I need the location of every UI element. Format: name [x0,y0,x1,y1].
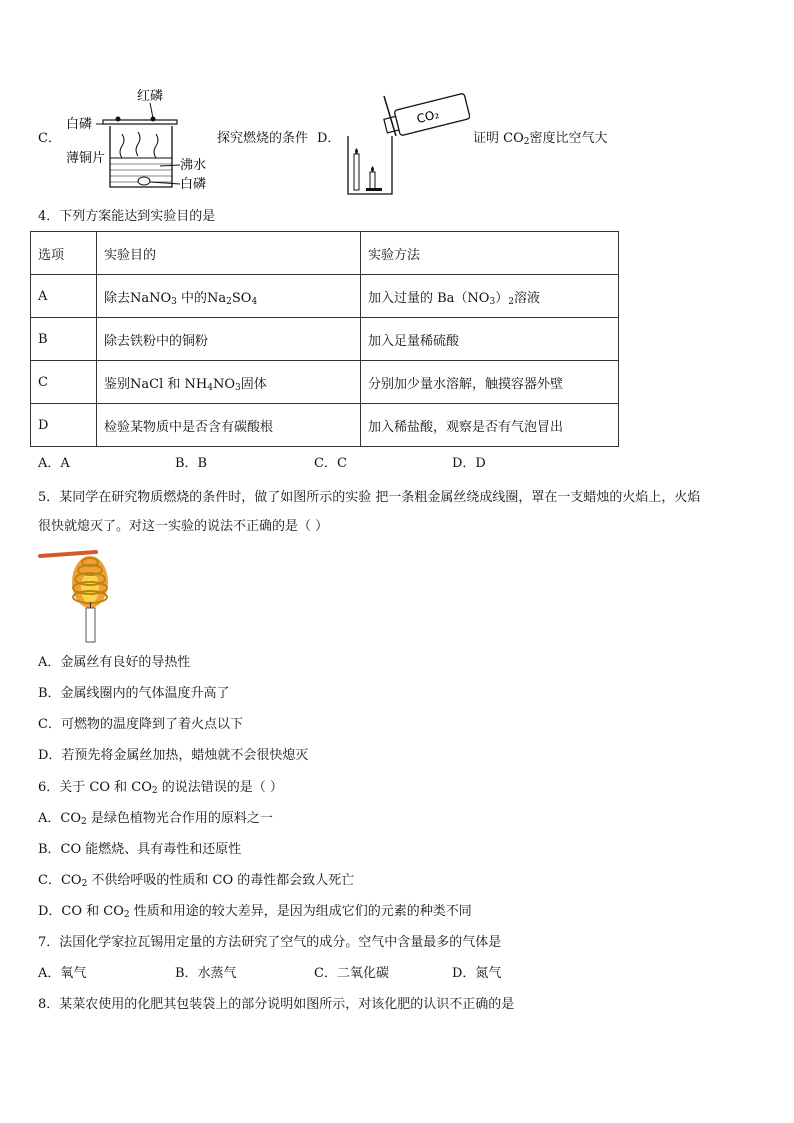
header-option: 选项 [31,232,97,275]
burning-conditions-apparatus [60,86,220,194]
q6-stem: 6．关于 CO 和 $CO_2$ 的说法错误的是（ ） [38,780,283,796]
q7-choice-b[interactable]: B．水蒸气 [175,966,237,981]
q5-option-a[interactable]: A．金属丝有良好的导热性 [38,655,191,670]
coiled-wire-candle-figure [38,546,128,646]
q4-experiment-table [30,231,619,447]
row-goal: 除去铁粉中的铜粉 [97,318,361,361]
q7-choice-d[interactable]: D．氮气 [452,966,502,981]
row-method: 加入稀盐酸，观察是否有气泡冒出 [361,404,619,447]
label-white-phosphorus-bottom: 白磷 [180,177,207,192]
q3-option-d-letter: D． [317,131,341,146]
co2-pouring-apparatus [340,88,470,196]
table-row [31,318,619,361]
table-row [31,361,619,404]
table-row [31,275,619,318]
row-method: 加入过量的 $Ba(NO_3)_2$溶液 [361,275,619,318]
table-header-row [31,232,619,275]
q5-option-c[interactable]: C．可燃物的温度降到了着火点以下 [38,717,243,732]
q4-choices [0,456,794,472]
q3-option-d-caption: 证明 $CO_2$密度比空气大 [473,131,608,147]
q8-stem: 8．某菜农使用的化肥其包装袋上的部分说明如图所示，对该化肥的认识不正确的是 [38,997,515,1012]
q3-option-c-caption: 探究燃烧的条件 [217,131,309,146]
q5-stem-line1: 5．某同学在研究物质燃烧的条件时，做了如图所示的实验 把一条粗金属丝绕成线圈，罩在一支蜡烛的火焰上，火焰 [38,490,701,505]
row-option: A [31,275,97,318]
q3-option-c-letter: C． [38,131,61,146]
q5-option-b[interactable]: B．金属线圈内的气体温度升高了 [38,686,230,701]
table-row [31,404,619,447]
label-boiling-water: 沸水 [180,158,207,173]
q7-choice-c[interactable]: C．二氧化碳 [314,966,389,981]
row-goal: 除去NaNO$_3$ 中的$Na_2SO_4$ [97,275,361,318]
q6-option-d[interactable]: D．CO 和 $CO_2$ 性质和用途的较大差异，是因为组成它们的元素的种类不同 [38,904,472,920]
q5-stem-line2: 很快就熄灭了。对这一实验的说法不正确的是（ ） [38,519,329,534]
row-goal: 检验某物质中是否含有碳酸根 [97,404,361,447]
co2-bottle-label: CO₂ [415,107,441,127]
q7-choice-a[interactable]: A．氧气 [38,966,87,981]
label-copper-sheet: 薄铜片 [66,151,106,166]
q7-stem: 7．法国化学家拉瓦锡用定量的方法研究了空气的成分。空气中含量最多的气体是 [38,935,502,950]
row-option: D [31,404,97,447]
row-goal: 鉴别NaCl 和 $NH_4NO_3$固体 [97,361,361,404]
row-method: 加入足量稀硫酸 [361,318,619,361]
q4-stem: 4．下列方案能达到实验目的是 [38,209,216,224]
q6-option-a[interactable]: A．$CO_2$ 是绿色植物光合作用的原料之一 [38,811,273,827]
row-option: B [31,318,97,361]
q6-option-c[interactable]: C．$CO_2$ 不供给呼吸的性质和 CO 的毒性都会致人死亡 [38,873,355,889]
q4-choice-a[interactable]: A．A [38,456,70,471]
q4-choice-d[interactable]: D．D [452,456,486,471]
row-method: 分别加少量水溶解，触摸容器外壁 [361,361,619,404]
row-option: C [31,361,97,404]
label-white-phosphorus-top: 白磷 [66,117,93,132]
q6-option-b[interactable]: B．CO 能燃烧、具有毒性和还原性 [38,842,242,857]
label-red-phosphorus: 红磷 [137,89,164,104]
q4-choice-b[interactable]: B．B [175,456,208,471]
header-goal: 实验目的 [97,232,361,275]
q4-choice-c[interactable]: C．C [314,456,347,471]
q7-choices [0,966,794,982]
q5-option-d[interactable]: D．若预先将金属丝加热，蜡烛就不会很快熄灭 [38,748,309,763]
header-method: 实验方法 [361,232,619,275]
